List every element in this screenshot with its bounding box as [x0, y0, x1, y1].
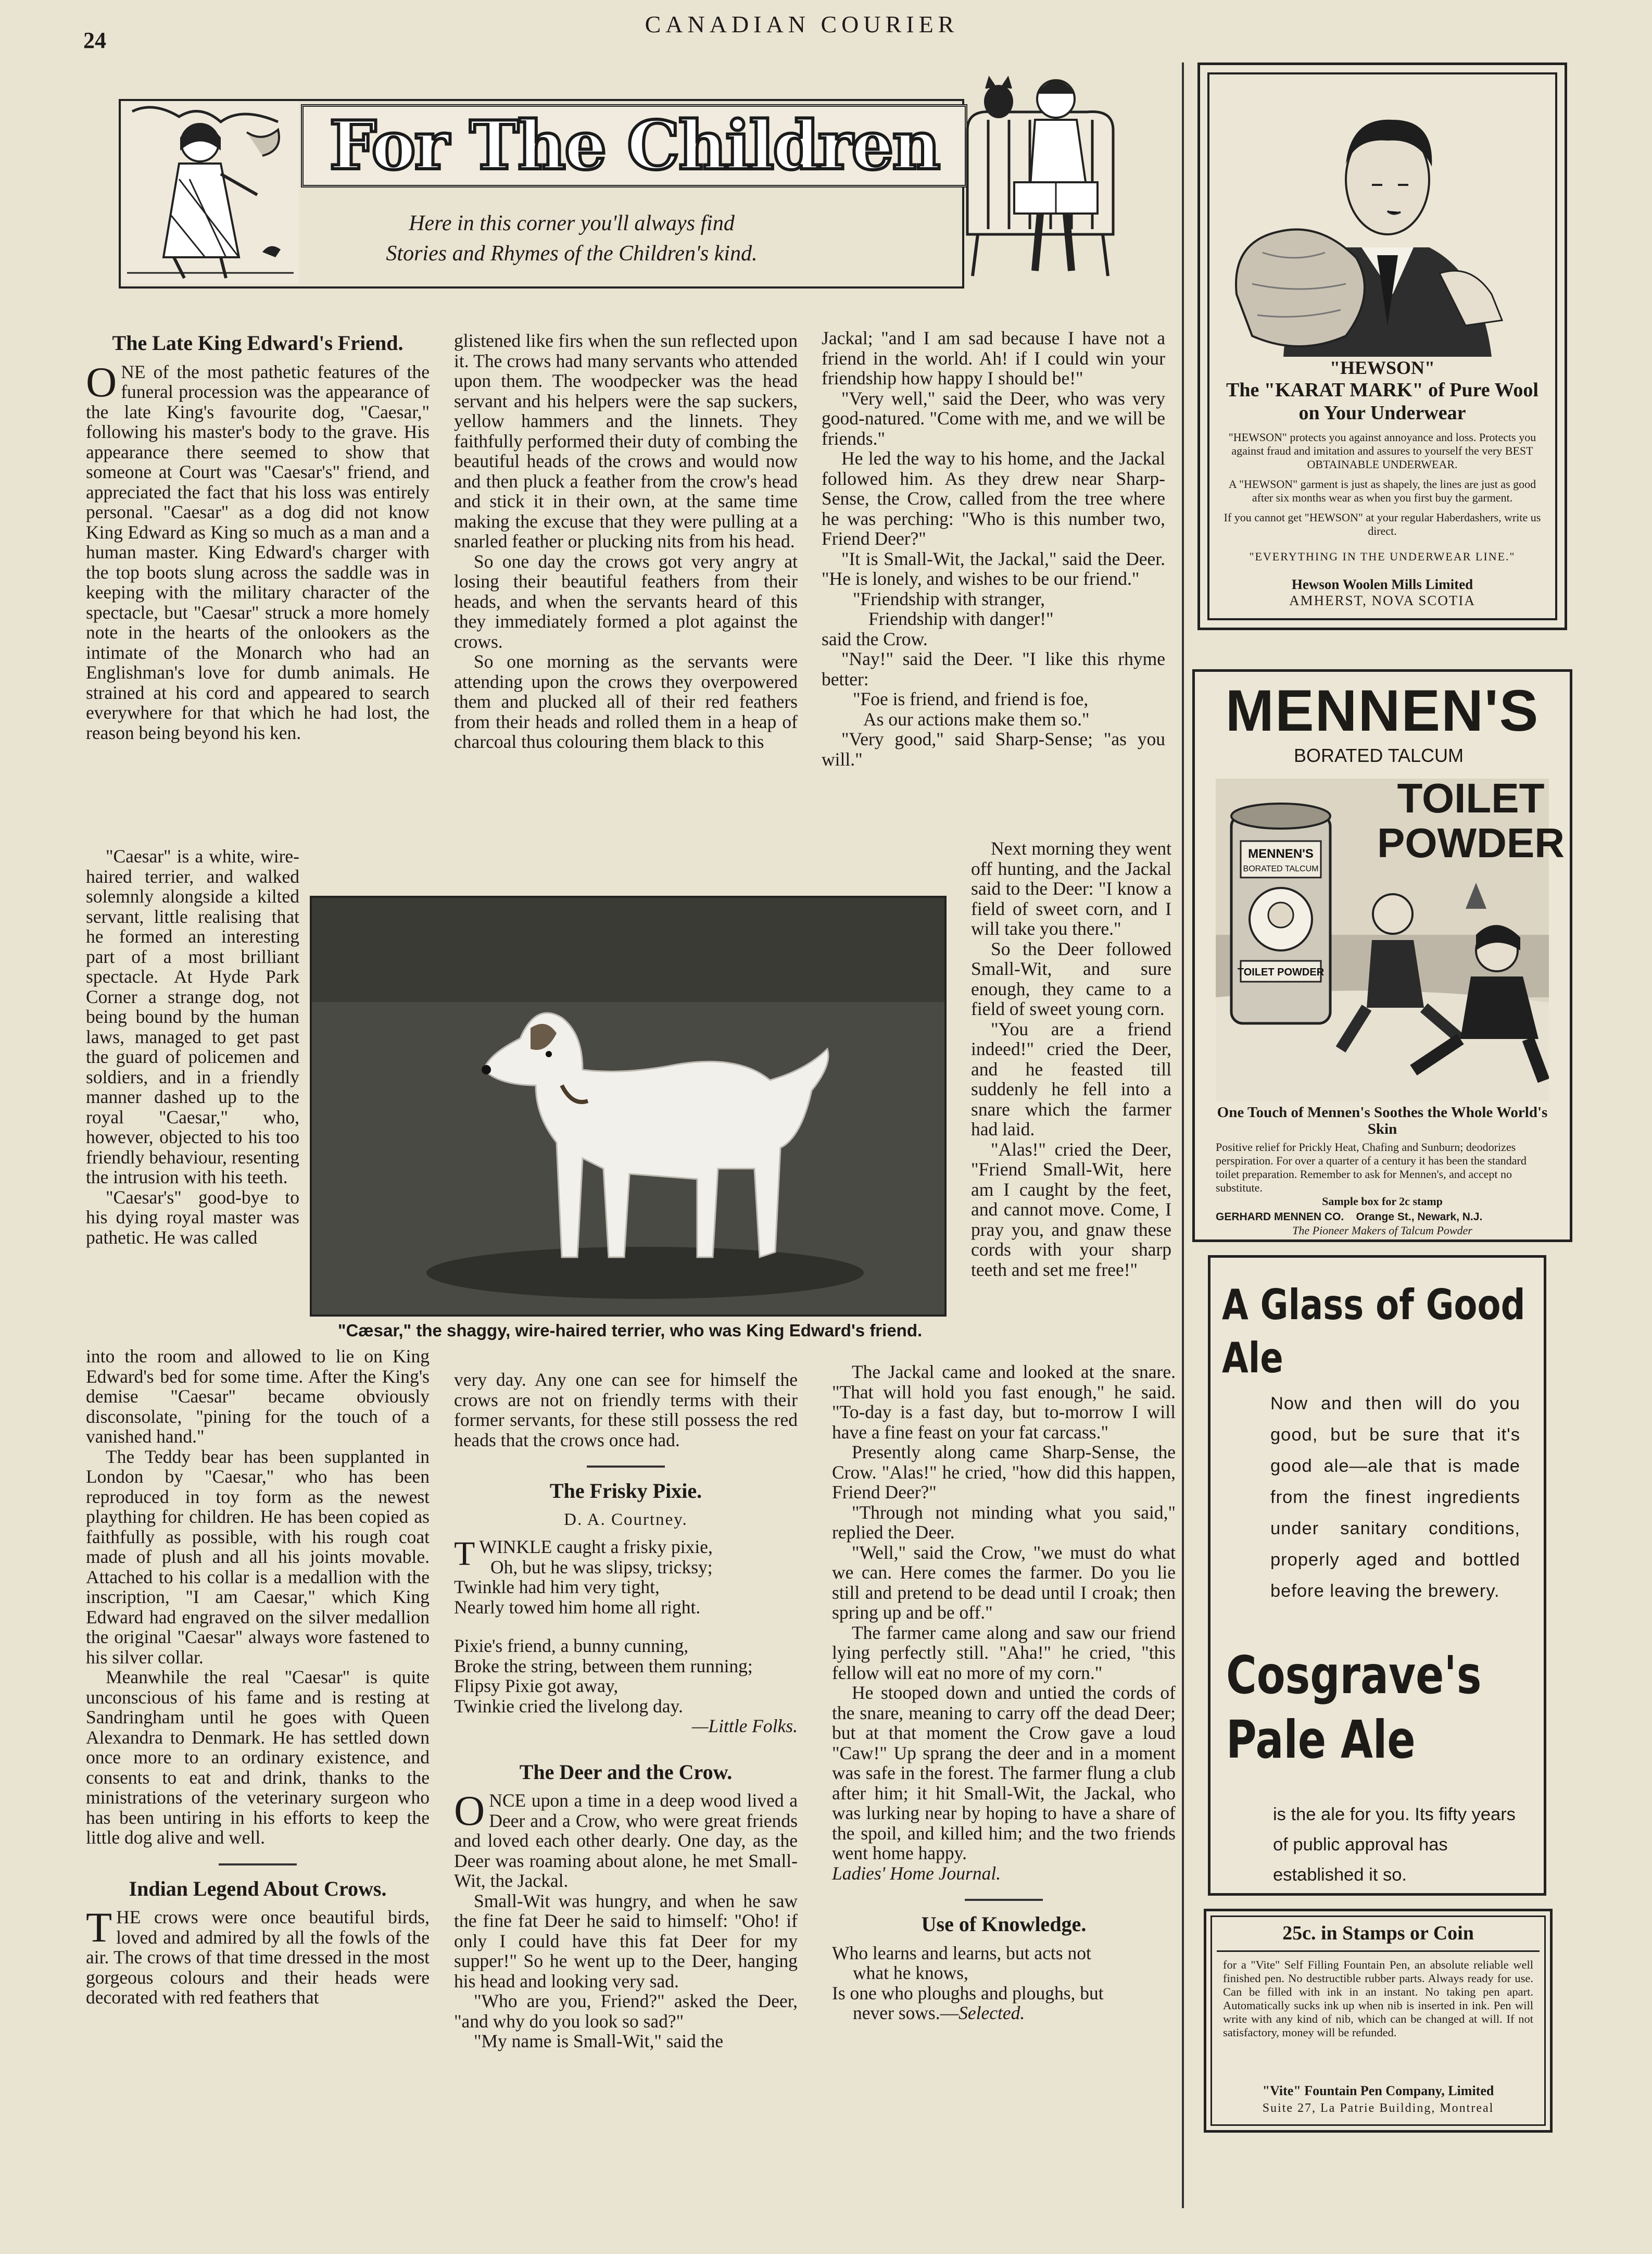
tin-label-sub: BORATED TALCUM: [1243, 865, 1319, 873]
hewson-body-2: A "HEWSON" garment is just as shapely, the lines are just as good after six months wear as when you first buy the garment.: [1228, 478, 1536, 504]
article3-paragraph-4: "My name is Small-Wit," said the: [474, 2031, 724, 2051]
poem-credit: —Little Folks.: [691, 1715, 798, 1736]
caesar-dog-photo: [310, 896, 947, 1317]
section-divider: [965, 1899, 1043, 1901]
article3-paragraph-11: So the Deer followed Small-Wit, and sure enough, they came to a field of sweet young corn.: [971, 938, 1171, 1019]
poem-line-3: Twinkle had him very tight,: [454, 1576, 660, 1597]
rhyme-line-4: "Foe is friend, and friend is foe,: [853, 688, 1089, 709]
rhyme-line-1: "Friendship with stranger,: [853, 588, 1045, 609]
article3-paragraph-5: "Very well," said the Deer, who was very good-natured. "Come with me, and we will be friends.": [822, 387, 1165, 449]
article1-paragraph-3: "Caesar's" good-bye to his dying royal master was pathetic. He was called: [86, 1186, 299, 1248]
article3-paragraph-17: "Well," said the Crow, "we must do what we can. Here comes the farmer. Do you lie still and pretend to be dead until I croak; then spring up and be off.": [832, 1542, 1176, 1623]
drop-cap: O: [454, 1787, 485, 1834]
child-reading-in-chair-illustration: [957, 62, 1129, 281]
ale-body: Now and then will do you good, but be sure that it's good ale—ale that is made from the finest ingredients under sanitary conditions, properly aged and bottled before leaving the brewery.: [1270, 1394, 1520, 1601]
column-divider: [1182, 62, 1184, 2208]
article-heading-king-edwards-friend: The Late King Edward's Friend.: [112, 331, 403, 355]
article3-credit: Ladies' Home Journal.: [832, 1862, 1001, 1884]
article3-paragraph-12: "You are a friend indeed!" cried the Deer, and he feasted till suddenly he fell into a snare which the farmer had laid.: [971, 1018, 1171, 1139]
column-1-lower: [86, 1346, 430, 2008]
subtitle-line-2: Stories and Rhymes of the Children's kind.: [386, 242, 758, 266]
photo-caption: "Cæsar," the shaggy, wire-haired terrier, who was King Edward's friend.: [337, 1321, 923, 1340]
man-with-underwear-illustration: [1221, 76, 1544, 357]
mennen-headline: One Touch of Mennen's Soothes the Whole World's Skin: [1217, 1104, 1548, 1137]
poem-heading-frisky-pixie: The Frisky Pixie.: [549, 1479, 702, 1502]
article3-paragraph-10: Next morning they went off hunting, and the Jackal said to the Deer: "I know a field of sweet corn, and I will take you there.": [971, 838, 1171, 939]
knowledge-line-4: never sows.—Selected.: [853, 2002, 1025, 2023]
article1-paragraph-2: "Caesar" is a white, wire-haired terrier, and walked solemnly alongside a kilted servant, little realising that he formed an interesting part of a most brilliant spectacle. At Hyde Park Corner a strange dog, not being bound by the human laws, managed to get past the guard of policemen and soldiers, and in a friendly manner dashed up to the royal "Caesar," who, however, objected to his too friendly behaviour, resenting the intrusion with his teeth.: [86, 846, 299, 1187]
vite-company: "Vite" Fountain Pen Company, Limited: [1262, 2083, 1494, 2098]
mennen-subtitle: BORATED TALCUM: [1294, 745, 1464, 766]
hewson-headline: The "KARAT MARK" of Pure Wool on Your Underwear: [1226, 379, 1538, 424]
article3-paragraph-8: "Nay!" said the Deer. "I like this rhyme better:: [822, 648, 1165, 690]
hewson-body-3: If you cannot get "HEWSON" at your regular Haberdashers, write us direct.: [1224, 511, 1541, 537]
mennen-company-line: GERHARD MENNEN CO. Orange St., Newark, N.J.: [1216, 1211, 1483, 1223]
hewson-underwear-ad: [1197, 62, 1567, 630]
column-3: [822, 328, 1165, 769]
poem-line-4: Nearly towed him home all right.: [454, 1596, 701, 1618]
terrier-dog-picture: [312, 898, 944, 1314]
article3-paragraph-1: ONCE upon a time in a deep wood lived a Deer and a Crow, who were great friends and loved each other dearly. One day, as the Deer was roaming about alone, he met Small-Wit, the Jackal.: [454, 1787, 798, 1891]
article2-paragraph-1-cont: glistened like firs when the sun reflected upon it. The crows had many servants who attended upon them. The woodpecker was the head servant and his helpers were the sap suckers, yellow hammers and the linnets. They faithfully performed their duty of combing the beautiful heads of the crows and would now and then pluck a feather from the crow's head and stick it in their own, at the same time making the excuse that they were pulling at a snarled feather or plucking nits from his head.: [454, 330, 798, 552]
article1-paragraph-3-cont: into the room and allowed to lie on King Edward's bed for some time. After the King's demise "Caesar" became obviously disconsolate, "pining for the touch of a vanished hand.": [86, 1346, 430, 1447]
hewson-slogan: "EVERYTHING IN THE UNDERWEAR LINE.": [1249, 550, 1516, 563]
article3-paragraph-18: The farmer came along and saw our friend lying perfectly still. "Aha!" he cried, "this fellow will eat no more of my corn.": [832, 1622, 1176, 1683]
mennen-sample-offer: Sample box for 2c stamp: [1322, 1195, 1443, 1208]
mennen-body: Positive relief for Prickly Heat, Chafing and Sunburn; deodorizes perspiration. For over a quarter of a century it has been the standard toilet preparation. Remember to ask for Mennen's, and accept no substitute.: [1216, 1141, 1527, 1194]
vite-address: Suite 27, La Patrie Building, Montreal: [1262, 2101, 1494, 2115]
ale-headline: A Glass of Good Ale: [1222, 1281, 1525, 1382]
rhyme-line-2: Friendship with danger!": [868, 608, 1054, 629]
article3-paragraph-9: "Very good," said Sharp-Sense; "as you will.": [822, 729, 1165, 770]
column-1-wrap: [86, 846, 299, 1247]
drop-cap: O: [86, 358, 117, 406]
hewson-address: AMHERST, NOVA SCOTIA: [1289, 593, 1476, 608]
column-2-lower: [454, 1370, 798, 2051]
vite-body: for a "Vite" Self Filling Fountain Pen, an absolute reliable well finished pen. No destructible rubber parts. Always ready for use. Can be filled with ink in an instant. No taking pen apart. Automatically sucks ink up when nib is inserted in ink. Pen will write with any kind of nib, which can be changed at will. If not satisfactory, money will be refunded.: [1223, 1958, 1533, 2039]
vite-fountain-pen-ad: [1204, 1909, 1553, 2133]
children-banner: [119, 99, 962, 286]
article3-paragraph-19: He stooped down and untied the cords of the snare, meaning to carry off the dead Deer; but at that moment the Crow gave a loud "Caw!" Up sprang the deer and in a moment was safe in the forest. The farmer flung a club after him; it hit Small-Wit, the Jackal, who was lurking near by hoping to have a share of the spoil, and killed him; and the two friends went home happy.: [832, 1682, 1176, 1863]
article2-paragraph-1: THE crows were once beautiful birds, loved and admired by all the fowls of the air. The crows of that time dressed in the most gorgeous colours and their heads were decorated with red feathers that: [86, 1904, 430, 2008]
poem-author: D. A. Courtney.: [564, 1510, 688, 1529]
poem-line-1: TWINKLE caught a frisky pixie,: [454, 1535, 713, 1573]
article1-paragraph-4: The Teddy bear has been supplanted in London by "Caesar," who has been reproduced in toy form as the newest plaything for children. He has been copied as faithfully as possible, with his rough coat made of plush and all his joints movable. Attached to his collar is a medallion with the inscription, "I am Caesar," which King Edward had engraved on the silver medallion the original "Caesar" always wore fastened to his silver collar.: [86, 1446, 430, 1668]
column-3-lower: [832, 1362, 1176, 2023]
column-2: [454, 331, 798, 752]
vite-divider: [1217, 1950, 1540, 1952]
article3-paragraph-6: He led the way to his home, and the Jackal followed him. As they drew near Sharp-Sense, the Crow, called from the tree where he was perching: "Who is this number two, Friend Deer?": [822, 448, 1165, 549]
knowledge-line-1: Who learns and learns, but acts not: [832, 1942, 1091, 1963]
article3-paragraph-13: "Alas!" cried the Deer, "Friend Small-Wit, here am I caught by the feet, and cannot move. Come, I pray you, and gnaw these cords with your sharp teeth and set me free!": [971, 1138, 1171, 1280]
hewson-brand: "HEWSON": [1329, 357, 1435, 378]
cosgraves-pale-ale-ad: [1208, 1255, 1546, 1896]
hewson-ad-copy: [1221, 357, 1544, 609]
poem-line-6: Broke the string, between them running;: [454, 1655, 753, 1676]
mennen-tagline: The Pioneer Makers of Talcum Powder: [1292, 1224, 1472, 1237]
column-1: [86, 333, 430, 743]
article-heading-use-of-knowledge: Use of Knowledge.: [921, 1912, 1087, 1936]
article3-paragraph-14: The Jackal came and looked at the snare. "That will hold you fast enough," he said. "To-day is a fast day, but to-morrow I will have a fine feast on your fat carcass.": [832, 1361, 1176, 1443]
article2-paragraph-2: So one day the crows got very angry at losing their beautiful feathers from their heads, and when the servants heard of this they immediately formed a plot against the crows.: [454, 550, 798, 652]
banner-subtitle: [363, 208, 780, 269]
article3-paragraph-3: "Who are you, Friend?" asked the Deer, "and why do you look so sad?": [454, 1990, 798, 2032]
hewson-company: Hewson Woolen Mills Limited: [1291, 577, 1473, 592]
poem-line-7: Flipsy Pixie got away,: [454, 1675, 619, 1696]
mennens-talcum-ad: [1192, 669, 1572, 1242]
article1-paragraph-5: Meanwhile the real "Caesar" is quite unconscious of his fame and is resting at Sandringham until he goes with Queen Alexandra to Denmark. He has settled down once more to an ordinary existence, and consents to eat and drink, thanks to the ministrations of the veterinary surgeon who has been untiring in his efforts to keep the little dog alive and well.: [86, 1667, 430, 1848]
article2-paragraph-3-cont: very day. Any one can see for himself the crows are not on friendly terms with their former servants, for these still possess the red heads that the crows once had.: [454, 1369, 798, 1450]
subtitle-line-1: Here in this corner you'll always find: [409, 211, 735, 235]
mennen-brand: MENNEN'S: [1225, 678, 1540, 743]
girl-feeding-bird-illustration: [122, 101, 299, 283]
article1-paragraph-1: ONE of the most pathetic features of the funeral procession was the appearance of the late King's favourite dog, "Caesar," following his master's body to the grave. His appearance there seemed to show that someone at Court was "Caesar's" friend, and appreciated the fact that his loss was entirely personal. "Caesar" as a dog did not know King Edward as King so much as a man and a human master. King Edward's charger with the top boots slung across the saddle was in keeping with the military character of the spectacle, but "Caesar" struck a more homely note in the hearts of the onlookers as the intimate of the Monarch who had an Englishman's love for dumb animals. He strained at his cord and appeared to search everywhere for that which he had lost, the reason being beyond his ken.: [86, 358, 430, 743]
hewson-body-1: "HEWSON" protects you against annoyance and loss. Protects you against fraud and imitation and assures to yourself the very BEST OBTAINABLE UNDERWEAR.: [1228, 431, 1536, 471]
article3-paragraph-16: "Through not minding what you said," replied the Deer.: [832, 1501, 1176, 1543]
poem-line-5: Pixie's friend, a bunny cunning,: [454, 1635, 689, 1656]
section-title: For The Children: [329, 107, 939, 185]
article-heading-indian-legend: Indian Legend About Crows.: [129, 1876, 387, 1900]
article3-paragraph-2: Small-Wit was hungry, and when he saw the fine fat Deer he said to himself: "Oho! if only I could have this fat Deer for my supper!" So he went up to the Deer, hanging his head and looking very sad.: [454, 1890, 798, 1992]
article2-paragraph-3: So one morning as the servants were attending upon the crows they overpowered them and plucked all of their red feathers from their heads and rolled them in a heap of charcoal thus colouring them black to this: [454, 651, 798, 752]
vite-headline: 25c. in Stamps or Coin: [1282, 1922, 1474, 1944]
poem-line-2: Oh, but he was slipsy, tricksy;: [490, 1556, 713, 1577]
knowledge-line-3: Is one who ploughs and ploughs, but: [832, 1982, 1104, 2003]
article3-paragraph-7: "It is Small-Wit, the Jackal," said the Deer. "He is lonely, and wishes to be our friend.": [822, 548, 1165, 589]
article-heading-deer-and-crow: The Deer and the Crow.: [519, 1760, 733, 1784]
section-divider: [219, 1863, 297, 1865]
ale-body-2: is the ale for you. Its fifty years of public approval has established it so.: [1273, 1805, 1516, 1885]
mennen-product: TOILET POWDER: [1377, 775, 1565, 866]
rhyme-line-5: As our actions make them so.": [863, 708, 1090, 730]
mennen-ad-copy: [1216, 1104, 1549, 1237]
knowledge-line-2: what he knows,: [853, 1962, 968, 1983]
rhyme-line-3: said the Crow.: [822, 628, 928, 649]
drop-cap: T: [86, 1904, 112, 1951]
section-divider: [587, 1466, 665, 1468]
tin-label-brand: MENNEN'S: [1248, 847, 1314, 861]
section-title-box: [301, 104, 967, 187]
masthead: CANADIAN COURIER: [645, 11, 959, 37]
article3-paragraph-15: Presently along came Sharp-Sense, the Crow. "Alas!" he cried, "how did this happen, Friend Deer?": [832, 1442, 1176, 1502]
tin-label-product: TOILET POWDER: [1237, 967, 1325, 978]
article3-paragraph-4-cont: Jackal; "and I am sad because I have not a friend in the world. Ah! if I could win your friendship how happy I should be!": [822, 328, 1165, 389]
ale-brand: Cosgrave's Pale Ale: [1226, 1645, 1482, 1770]
column-3-wrap: [971, 838, 1171, 1280]
drop-cap: T: [454, 1535, 475, 1573]
page-number: 24: [83, 28, 106, 53]
poem-line-8: Twinkie cried the livelong day.: [454, 1695, 683, 1717]
